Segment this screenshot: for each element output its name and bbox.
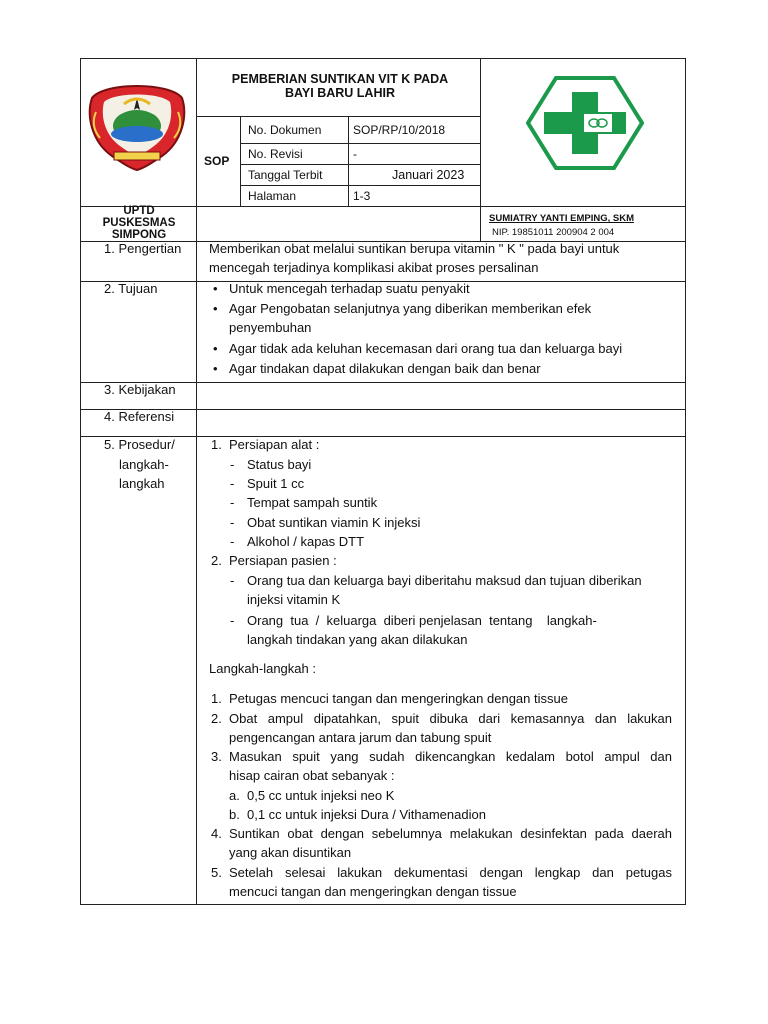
signer-name: SUMIATRY YANTI EMPING, SKM: [489, 213, 634, 224]
alat-item: Obat suntikan viamin K injeksi: [247, 515, 421, 530]
list-number: 1.: [211, 691, 222, 706]
meta-value-tanggal-terbit: Januari 2023: [392, 168, 465, 182]
label-tujuan: 2. Tujuan: [104, 281, 158, 296]
regency-crest-logo: [84, 76, 190, 172]
label-prosedur-3: langkah: [119, 476, 165, 491]
dash-icon: -: [230, 613, 235, 628]
document-title: [198, 72, 482, 100]
title-line-1: PEMBERIAN SUNTIKAN VIT K PADA: [231, 72, 449, 86]
alat-item: Status bayi: [247, 457, 312, 472]
bullet-icon: •: [213, 361, 218, 376]
step-4: Suntikan obat dengan sebelumnya melakukan desinfektan pada daerah: [229, 826, 672, 841]
step-3-cont: hisap cairan obat sebanyak :: [229, 768, 395, 783]
label-referensi: 4. Referensi: [104, 409, 175, 424]
label-prosedur-2: langkah-: [119, 457, 169, 472]
label-pengertian: 1. Pengertian: [104, 241, 182, 256]
org-line-1: UPTD: [123, 205, 155, 217]
meta-value-halaman: 1-3: [353, 189, 371, 203]
dash-icon: -: [230, 515, 235, 530]
signer-nip: NIP. 19851011 200904 2 004: [492, 227, 615, 238]
tujuan-item-3: Agar tidak ada keluhan kecemasan dari orang tua dan keluarga bayi: [229, 341, 623, 356]
org-line-3: SIMPONG: [111, 229, 167, 241]
label-prosedur: 5. Prosedur/: [104, 437, 175, 452]
step-1: Petugas mencuci tangan dan mengeringkan dengan tissue: [229, 691, 568, 706]
meta-value-no-revisi: -: [353, 147, 357, 161]
meta-label-halaman: Halaman: [248, 189, 297, 203]
bullet-icon: •: [213, 281, 218, 296]
dash-icon: -: [230, 495, 235, 510]
step-5: Setelah selesai lakukan dekumentasi dengan lengkap dan petugas: [229, 865, 672, 880]
step-3-sub-b: 0,1 cc untuk injeksi Dura / Vithamenadion: [247, 807, 486, 822]
organization-name: [82, 205, 196, 241]
meta-label-no-dokumen: No. Dokumen: [248, 123, 322, 137]
alat-item: Alkohol / kapas DTT: [247, 534, 365, 549]
meta-label-tanggal-terbit: Tanggal Terbit: [248, 168, 323, 182]
dash-icon: -: [230, 573, 235, 588]
list-number: 1.: [211, 437, 222, 452]
pasien-item-1: Orang tua dan keluarga bayi diberitahu maksud dan tujuan diberikan: [247, 573, 642, 588]
sub-letter: a.: [229, 788, 240, 803]
list-number: 3.: [211, 749, 222, 764]
langkah-title: Langkah-langkah :: [209, 661, 316, 676]
tujuan-item-1: Untuk mencegah terhadap suatu penyakit: [229, 281, 470, 296]
alat-item: Tempat sampah suntik: [247, 495, 378, 510]
step-4-cont: yang akan disuntikan: [229, 845, 352, 860]
meta-label-no-revisi: No. Revisi: [248, 147, 303, 161]
persiapan-pasien-title: Persiapan pasien :: [229, 553, 337, 568]
puskesmas-cross-logo: [526, 76, 644, 170]
bullet-icon: •: [213, 301, 218, 316]
pengertian-line-1: Memberikan obat melalui suntikan berupa vitamin " K " pada bayi untuk: [209, 241, 620, 256]
step-3-sub-a: 0,5 cc untuk injeksi neo K: [247, 788, 395, 803]
tujuan-item-4: Agar tindakan dapat dilakukan dengan baik dan benar: [229, 361, 541, 376]
tujuan-item-2-cont: penyembuhan: [229, 320, 312, 335]
step-3: Masukan spuit yang sudah dikencangkan kedalam botol ampul dan: [229, 749, 672, 764]
alat-item: Spuit 1 cc: [247, 476, 305, 491]
pasien-item-2: Orang tua / keluarga diberi penjelasan tentang langkah-: [247, 613, 597, 628]
org-line-2: PUSKESMAS: [102, 217, 176, 229]
label-kebijakan: 3. Kebijakan: [104, 382, 176, 397]
step-5-cont: mencuci tangan dan mengeringkan dengan tissue: [229, 884, 517, 899]
list-number: 5.: [211, 865, 222, 880]
sop-label: SOP: [204, 154, 230, 168]
title-line-2: BAYI BARU LAHIR: [285, 86, 395, 100]
step-2: Obat ampul dipatahkan, spuit dibuka dari kemasannya dan lakukan: [229, 711, 672, 726]
pengertian-line-2: mencegah terjadinya komplikasi akibat proses persalinan: [209, 260, 539, 275]
dash-icon: -: [230, 457, 235, 472]
persiapan-alat-title: Persiapan alat :: [229, 437, 320, 452]
dash-icon: -: [230, 534, 235, 549]
pasien-item-1-cont: injeksi vitamin K: [247, 592, 341, 607]
step-2-cont: pengencangan antara jarum dan tabung spuit: [229, 730, 492, 745]
bullet-icon: •: [213, 341, 218, 356]
list-number: 2.: [211, 553, 222, 568]
dash-icon: -: [230, 476, 235, 491]
sub-letter: b.: [229, 807, 240, 822]
meta-value-no-dokumen: SOP/RP/10/2018: [353, 123, 446, 137]
pasien-item-2-cont: langkah tindakan yang akan dilakukan: [247, 632, 468, 647]
list-number: 2.: [211, 711, 222, 726]
tujuan-item-2: Agar Pengobatan selanjutnya yang diberikan memberikan efek: [229, 301, 592, 316]
list-number: 4.: [211, 826, 222, 841]
